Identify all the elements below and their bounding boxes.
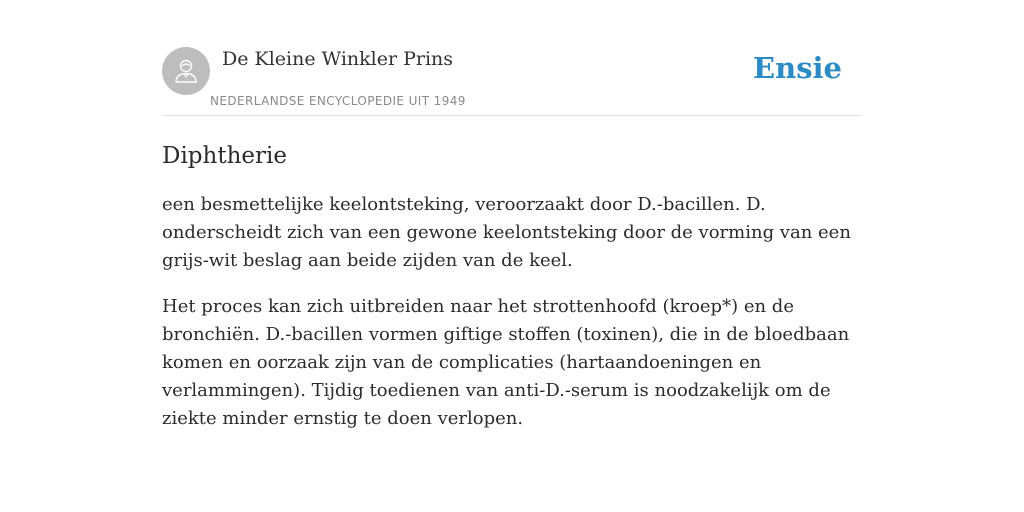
- page: [162, 0, 862, 433]
- ensie-logo[interactable]: Ensie: [753, 51, 842, 85]
- author-name[interactable]: De Kleine Winkler Prins: [222, 48, 454, 70]
- article-paragraph: Het proces kan zich uitbreiden naar het strottenhoofd (kroep*) en de bronchiën. D.-bacillen vormen giftige stoffen (toxinen), die in de bloedbaan komen en oorzaak zijn van de complicaties (hartaandoeningen en verlammingen). Tijdig toedienen van anti-D.-serum is noodzakelijk om de ziekte minder ernstig te doen verlopen.: [162, 296, 850, 429]
- article-title: Diphtherie: [162, 143, 287, 169]
- author-subtitle: NEDERLANDSE ENCYCLOPEDIE UIT 1949: [210, 94, 466, 108]
- page-header: [162, 0, 862, 116]
- avatar[interactable]: [162, 47, 210, 95]
- user-avatar-icon: [171, 56, 201, 86]
- article-paragraph: een besmettelijke keelontsteking, veroorzaakt door D.-bacillen. D. onderscheidt zich van een gewone keelontsteking door de vorming van een grijs-wit beslag aan beide zijden van de keel.: [162, 194, 851, 271]
